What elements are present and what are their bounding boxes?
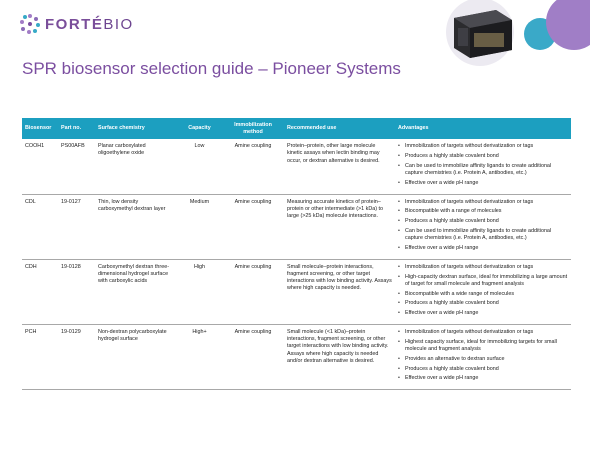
- cell-surface-chemistry: Planar carboxylated oligoethylene oxide: [95, 139, 177, 194]
- cell-advantages: [395, 324, 571, 389]
- advantage-item: • Biocompatible with a range of molecules: [398, 208, 568, 215]
- cell-part-no: 19-0127: [58, 194, 95, 259]
- logo-wordmark: [45, 16, 134, 33]
- header-immobilization-method: Immobilization method: [222, 118, 284, 139]
- cell-capacity: Medium: [177, 194, 222, 259]
- cell-part-no: 19-0129: [58, 324, 95, 389]
- logo-text-bio: BIO: [103, 15, 134, 33]
- cell-capacity: High: [177, 259, 222, 324]
- advantage-item: • Immobilization of targets without derivatization or tags: [398, 143, 568, 150]
- advantage-item: • Effective over a wide pH range: [398, 245, 568, 252]
- cell-advantages: [395, 194, 571, 259]
- cell-surface-chemistry: Thin, low density carboxymethyl dextran layer: [95, 194, 177, 259]
- cell-method: Amine coupling: [222, 324, 284, 389]
- biosensor-table: [22, 118, 571, 390]
- advantage-item: • Can be used to immobilize affinity ligands to create additional capture chemistries (i.e. Protein A, antibodies, etc.): [398, 228, 568, 242]
- header-advantages: Advantages: [395, 118, 571, 139]
- cell-surface-chemistry: Non-dextran polycarboxylate hydrogel surface: [95, 324, 177, 389]
- cell-advantages: [395, 259, 571, 324]
- advantage-item: • Immobilization of targets without derivatization or tags: [398, 264, 568, 271]
- cell-advantages: [395, 139, 571, 194]
- header-recommended-use: Recommended use: [284, 118, 395, 139]
- table-row: [22, 194, 571, 259]
- instrument-image: [440, 0, 520, 66]
- cell-method: Amine coupling: [222, 139, 284, 194]
- table-row: [22, 259, 571, 324]
- table-row: [22, 139, 571, 194]
- cell-recommended-use: Measuring accurate kinetics of protein–protein or other intermediate (>1 kDa) to large (>25 kDa) molecule interactions.: [284, 194, 395, 259]
- cell-biosensor: CDL: [22, 194, 58, 259]
- header-part-no: Part no.: [58, 118, 95, 139]
- cell-surface-chemistry: Carboxymethyl dextran three-dimensional hydrogel surface with carboxylic acids: [95, 259, 177, 324]
- advantage-item: • High-capacity dextran surface, ideal for immobilizing a large amount of target for small molecule and fragment analysis: [398, 274, 568, 288]
- cell-biosensor: CDH: [22, 259, 58, 324]
- logo-dots-icon: [20, 14, 40, 34]
- fortebio-logo: [20, 14, 134, 34]
- cell-biosensor: PCH: [22, 324, 58, 389]
- advantage-item: • Can be used to immobilize affinity ligands to create additional capture chemistries (i.e. Protein A, antibodies, etc.): [398, 163, 568, 177]
- advantage-item: • Provides an alternative to dextran surface: [398, 356, 568, 363]
- header-biosensor: Biosensor: [22, 118, 58, 139]
- advantage-item: • Effective over a wide pH range: [398, 310, 568, 317]
- cell-recommended-use: Small molecule–protein interactions, fragment screening, or other target interactions with low binding activity. Assays where high capacity is needed.: [284, 259, 395, 324]
- cell-method: Amine coupling: [222, 194, 284, 259]
- header-capacity: Capacity: [177, 118, 222, 139]
- advantage-item: • Effective over a wide pH range: [398, 180, 568, 187]
- cell-recommended-use: Small molecule (<1 kDa)–protein interactions, fragment screening, or other target interactions with low binding activity. Assays where high capacity is needed and/or dextran alternative is desired.: [284, 324, 395, 389]
- page-title: SPR biosensor selection guide – Pioneer Systems: [22, 59, 401, 78]
- cell-part-no: PS00AFB: [58, 139, 95, 194]
- cell-recommended-use: Protein–protein, other large molecule kinetic assays when lectin binding may occur, or dextran alternative is desired.: [284, 139, 395, 194]
- cell-capacity: Low: [177, 139, 222, 194]
- cell-biosensor: COOH1: [22, 139, 58, 194]
- advantage-item: • Produces a highly stable covalent bond: [398, 366, 568, 373]
- advantage-item: • Effective over a wide pH range: [398, 375, 568, 382]
- advantage-item: • Immobilization of targets without derivatization or tags: [398, 329, 568, 336]
- table-header-row: [22, 118, 571, 139]
- header-surface-chemistry: Surface chemistry: [95, 118, 177, 139]
- logo-text-forte: FORTÉ: [45, 15, 104, 33]
- advantage-item: • Produces a highly stable covalent bond: [398, 300, 568, 307]
- advantage-item: • Produces a highly stable covalent bond: [398, 153, 568, 160]
- advantage-item: • Biocompatible with a wide range of molecules: [398, 291, 568, 298]
- cell-capacity: High+: [177, 324, 222, 389]
- advantage-item: • Produces a highly stable covalent bond: [398, 218, 568, 225]
- advantage-item: • Immobilization of targets without derivatization or tags: [398, 199, 568, 206]
- cell-part-no: 19-0128: [58, 259, 95, 324]
- cell-method: Amine coupling: [222, 259, 284, 324]
- table-row: [22, 324, 571, 389]
- advantage-item: • Highest capacity surface, ideal for immobilizing targets for small molecule and fragment analysis: [398, 339, 568, 353]
